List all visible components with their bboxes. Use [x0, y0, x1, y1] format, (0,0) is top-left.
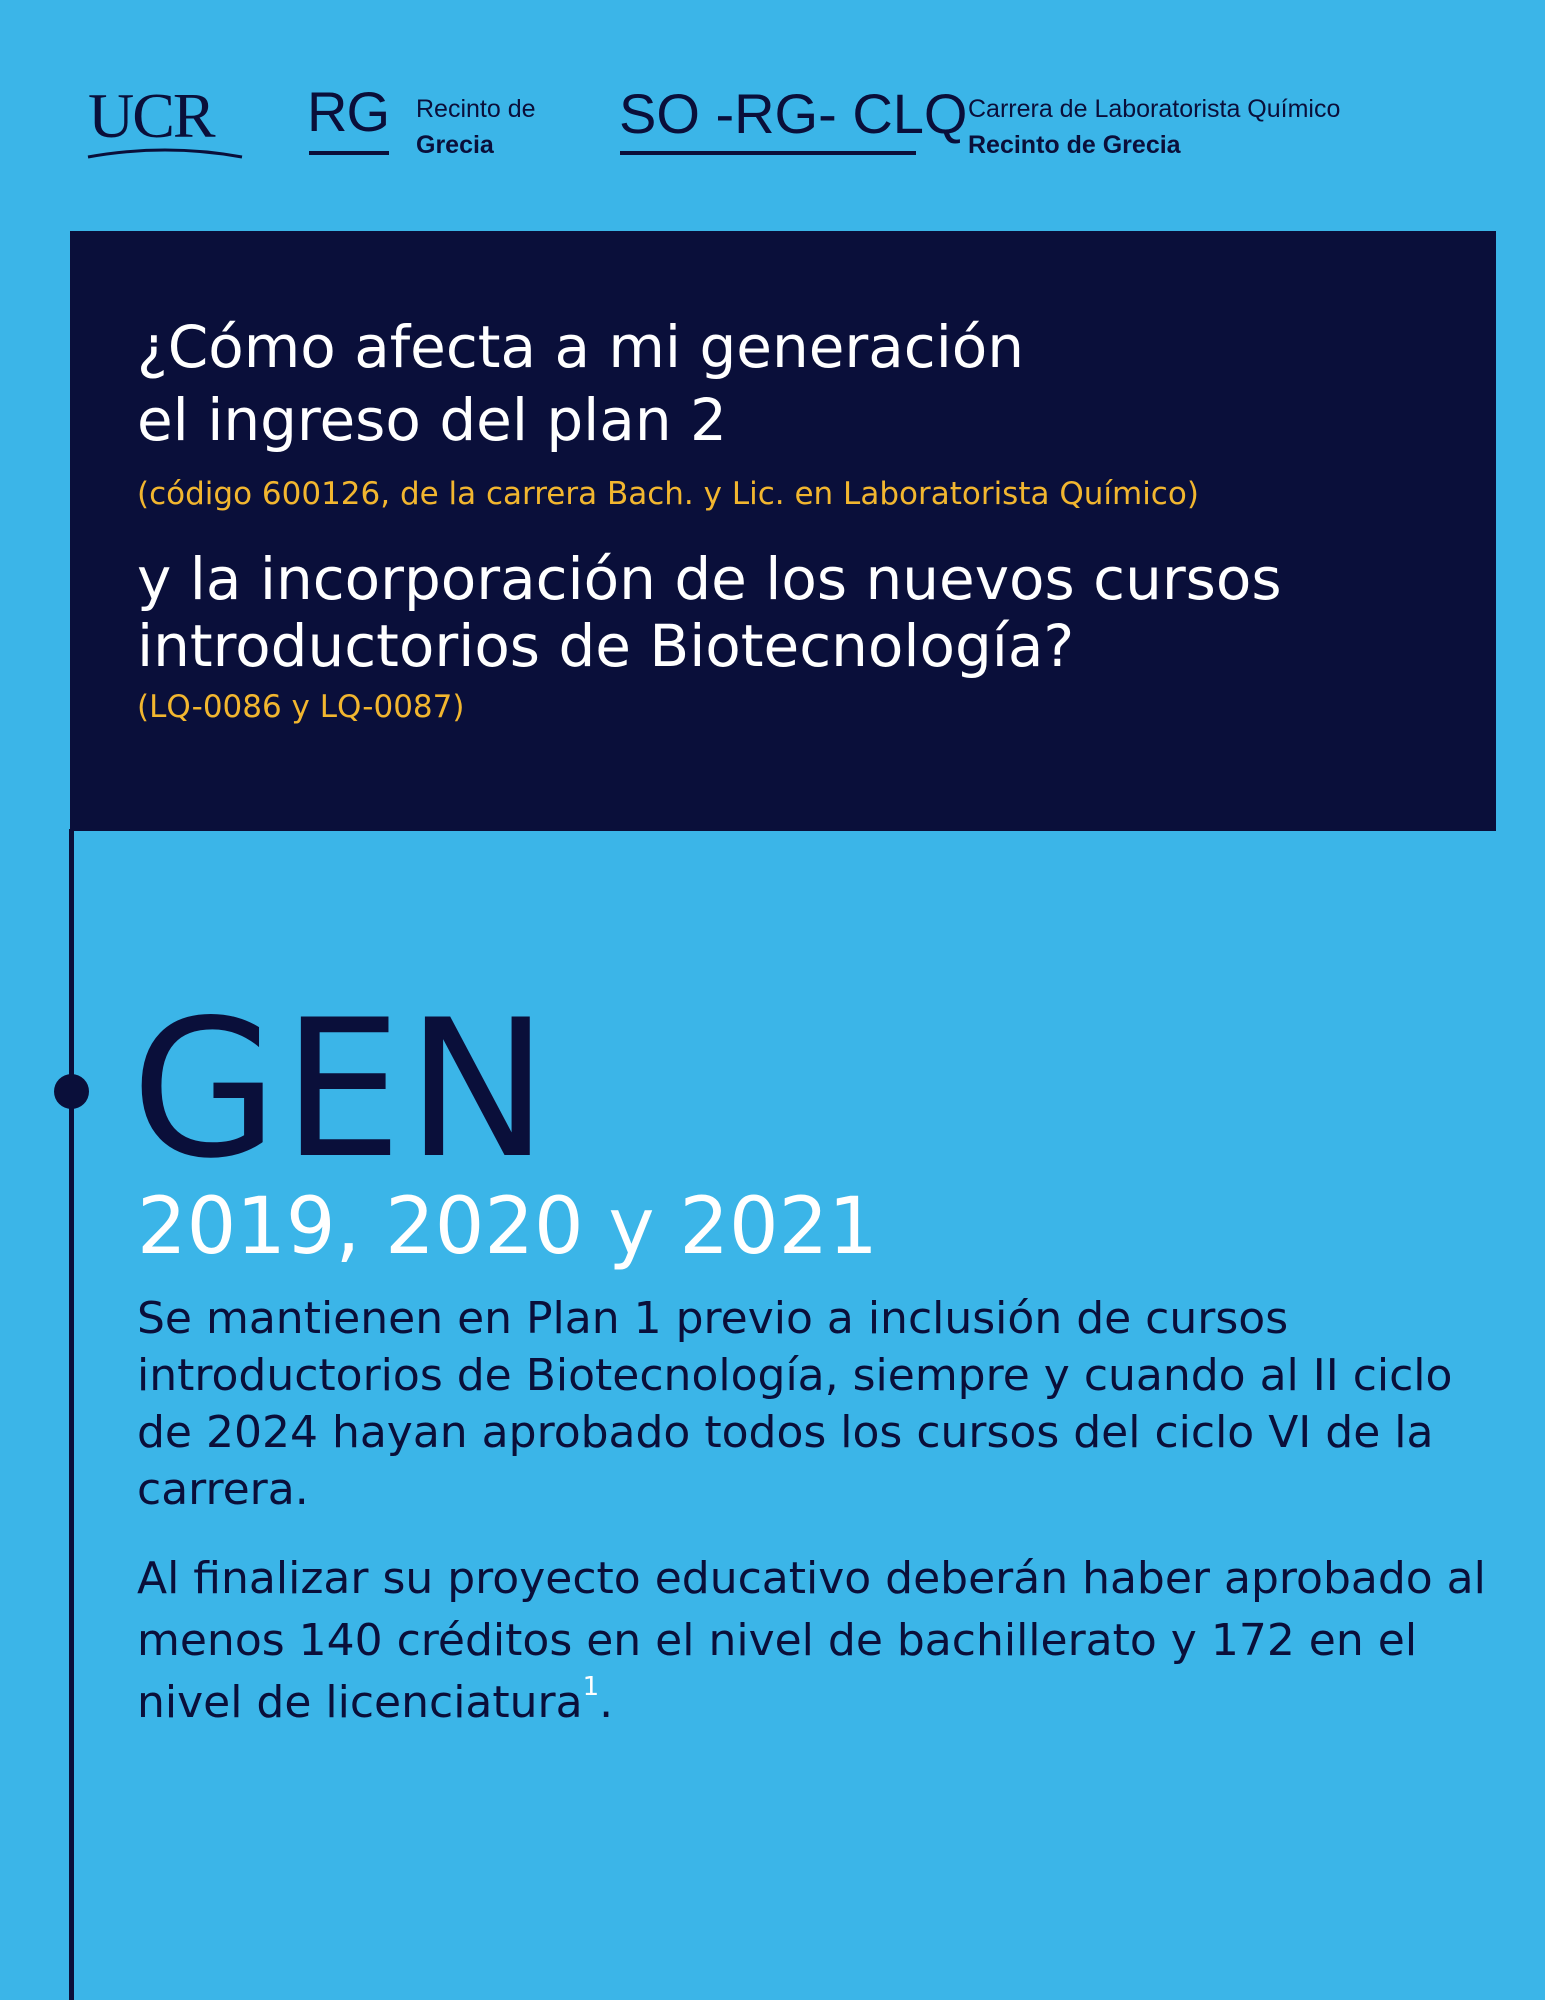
recinto-line2: Grecia: [416, 131, 494, 159]
timeline-dot: [54, 1074, 89, 1109]
paragraph-credits-text: Al finalizar su proyecto educativo deberán haber aprobado al menos 140 créditos en el nivel de bachillerato y 172 en el nivel de licenciatura: [137, 1553, 1486, 1728]
paragraph-plan1: Se mantienen en Plan 1 previo a inclusión de cursos introductorios de Biotecnología, siempre y cuando al II ciclo de 2024 hayan aprobado todos los cursos del ciclo VI de la carrera.: [137, 1293, 1453, 1515]
question-line4: introductorios de Biotecnología?: [137, 612, 1075, 680]
gen-heading: GEN: [131, 979, 553, 1200]
rg-logo: RG: [307, 80, 389, 143]
banner-question-top: [137, 311, 1024, 457]
paragraph-credits: [137, 1548, 1517, 1734]
timeline-line: [69, 829, 74, 2000]
banner-question-bottom: [137, 546, 1282, 680]
paragraph-credits-end: .: [599, 1677, 614, 1728]
ucr-logo-arc: [86, 145, 244, 159]
question-line2: el ingreso del plan 2: [137, 386, 727, 454]
plan-code-note: (código 600126, de la carrera Bach. y Lic. en Laboratorista Químico): [137, 476, 1199, 512]
carrera-label: [968, 91, 1340, 163]
recinto-label: [416, 91, 536, 163]
ucr-logo: UCR: [88, 80, 214, 151]
footnote-marker: 1: [582, 1672, 600, 1702]
carrera-line1: Carrera de Laboratorista Químico: [968, 95, 1341, 123]
recinto-line1: Recinto de: [416, 95, 536, 123]
question-line3: y la incorporación de los nuevos cursos: [137, 545, 1282, 613]
rg-logo-underline: [309, 151, 389, 155]
so-rg-clq-logo: SO -RG- CLQ: [619, 82, 968, 145]
question-line1: ¿Cómo afecta a mi generación: [137, 313, 1025, 381]
generation-years: 2019, 2020 y 2021: [137, 1182, 878, 1272]
carrera-line2: Recinto de Grecia: [968, 131, 1181, 159]
course-code-note: (LQ-0086 y LQ-0087): [137, 689, 465, 725]
so-logo-underline: [620, 151, 916, 155]
